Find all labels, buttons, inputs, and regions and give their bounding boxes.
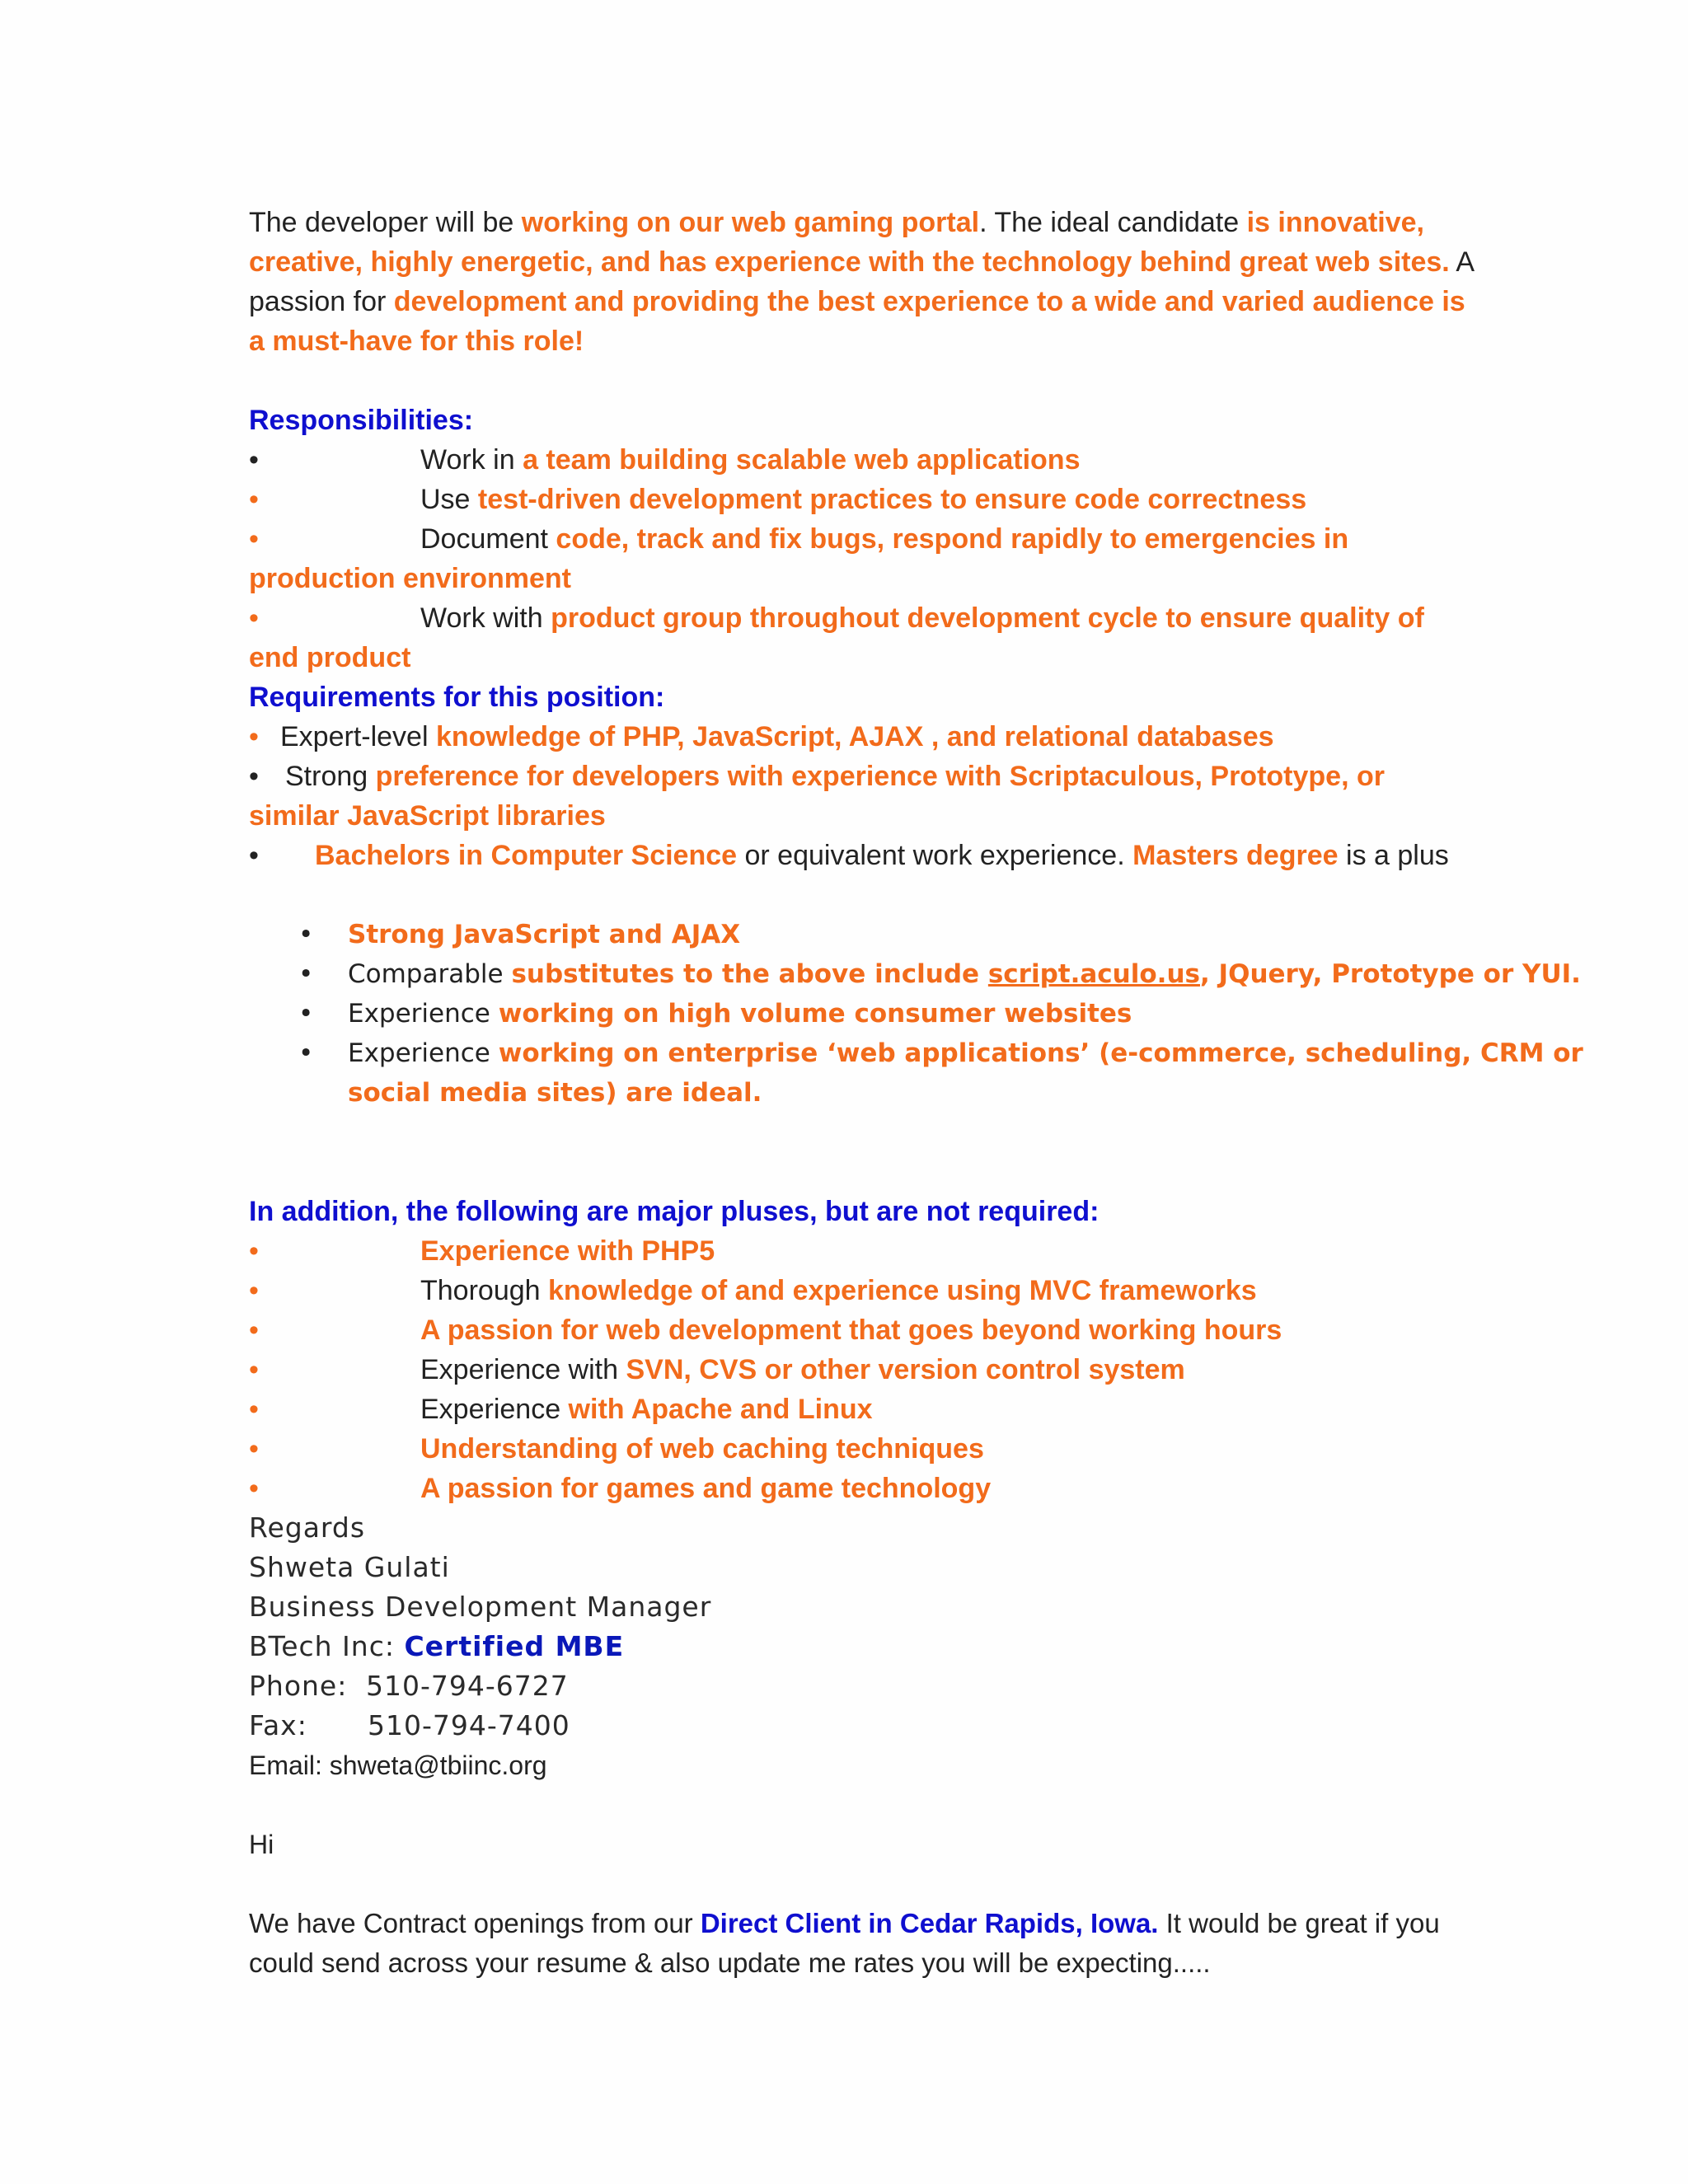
bullet-icon: • [249,1394,259,1425]
intro-line-1 [249,203,1424,242]
bullet-icon: • [298,999,314,1029]
requirement-plain: is a plus [1338,840,1449,871]
responsibility-highlight: a team building scalable web applications [523,444,1081,476]
responsibility-plain: Document [420,523,556,555]
requirements-heading: Requirements for this position: [249,682,665,713]
bullet-icon: • [249,444,259,476]
requirement-plain: Strong [285,761,376,792]
greeting: Hi [249,1830,274,1859]
closing-line-1 [249,1904,1440,1943]
plus-highlight: Understanding of web caching techniques [420,1433,984,1465]
plus-highlight: with Apache and Linux [568,1394,873,1425]
bullet-icon: • [249,721,259,752]
bullet-icon: • [249,1433,259,1465]
requirement-text [280,717,1274,757]
skill-highlight: , JQuery, Prototype or YUI. [1199,959,1581,989]
intro-highlight: development and providing the best experience to a wide and varied audience is [393,286,1465,317]
company-name: BTech Inc: [249,1630,405,1662]
responsibility-plain: Work in [420,444,523,476]
intro-line-3 [249,282,1465,321]
plus-text [420,1350,1185,1390]
plus-highlight: SVN, CVS or other version control system [626,1354,1185,1385]
plus-text [420,1271,1257,1310]
bullet-icon: • [249,761,259,792]
responsibility-plain: Work with [420,602,551,634]
plus-highlight: knowledge of and experience using MVC frameworks [548,1275,1257,1306]
skill-plain: Comparable [348,959,512,989]
signature-company [249,1627,624,1666]
fax-label: Fax: [249,1709,307,1741]
bullet-icon: • [249,1275,259,1306]
skill-highlight: substitutes to the above include [511,959,988,989]
skill-continuation: social media sites) are ideal. [348,1078,762,1108]
responsibility-text [420,480,1306,519]
skill-plain: Experience [348,1038,499,1068]
intro-line-2 [249,242,1475,282]
responsibility-highlight: code, track and fix bugs, respond rapidly to emergencies in [556,523,1349,555]
bullet-icon: • [249,1473,259,1504]
intro-highlight: creative, highly energetic, and has experience with the technology behind great web sites. [249,246,1450,278]
scriptaculous-link[interactable]: script.aculo.us [987,959,1200,989]
plus-highlight: A passion for games and game technology [420,1473,992,1504]
bullet-icon: • [298,959,314,989]
fax-value: 510-794-7400 [368,1709,570,1741]
intro-text: . The ideal candidate [979,207,1247,238]
client-location: Direct Client in Cedar Rapids, Iowa. [700,1908,1159,1938]
requirement-highlight: preference for developers with experience with Scriptaculous, Prototype, or [375,761,1385,792]
skill-text [348,1033,1583,1073]
bullet-icon: • [249,1354,259,1385]
phone-value: 510-794-6727 [366,1670,569,1702]
intro-highlight: is innovative, [1246,207,1424,238]
skill-text [348,994,1132,1033]
skill-text [348,954,1581,994]
signature-email: Email: shweta@tbiinc.org [249,1750,547,1780]
intro-text: passion for [249,286,394,317]
plus-plain: Experience with [420,1354,626,1385]
bullet-icon: • [249,484,259,515]
bullet-icon: • [298,1038,314,1068]
requirement-highlight: Masters degree [1132,840,1339,871]
plus-text [420,1390,873,1429]
responsibility-highlight: test-driven development practices to ensure code correctness [477,484,1307,515]
signature-fax [249,1706,1452,1746]
requirement-plain: or equivalent work experience. [737,840,1133,871]
requirement-highlight: Bachelors in Computer Science [315,840,738,871]
plus-plain: Experience [420,1394,569,1425]
bullet-icon: • [249,523,259,555]
intro-text: A [1449,246,1475,278]
bullet-icon: • [249,1235,259,1267]
responsibility-continuation: production environment [249,563,571,594]
closing-text: We have Contract openings from our [249,1908,701,1938]
closing-line-2: could send across your resume & also update me rates you will be expecting..... [249,1947,1211,1978]
closing-text: It would be great if you [1158,1908,1440,1938]
skill-plain: Experience [348,999,499,1029]
intro-line-4: a must-have for this role! [249,326,584,357]
phone-label: Phone: [249,1670,348,1702]
responsibility-text [420,519,1348,559]
responsibility-highlight: product group throughout development cycle to ensure quality of [551,602,1424,634]
responsibility-text [420,598,1424,638]
responsibility-continuation: end product [249,642,411,673]
requirement-continuation: similar JavaScript libraries [249,800,606,832]
bullet-icon: • [249,1315,259,1346]
skill-highlight: working on high volume consumer websites [498,999,1132,1029]
signature-title: Business Development Manager [249,1591,712,1623]
skill-highlight: working on enterprise ‘web applications’ (e-commerce, scheduling, CRM or [498,1038,1583,1068]
skill-highlight: Strong JavaScript and AJAX [348,920,741,949]
plus-plain: Thorough [420,1275,548,1306]
requirement-text [285,757,1385,796]
requirement-text [315,836,1449,875]
signature-phone [249,1666,1452,1706]
responsibilities-heading: Responsibilities: [249,405,474,436]
plus-highlight: Experience with PHP5 [420,1235,715,1267]
bullet-icon: • [249,840,259,871]
certification-badge: Certified MBE [404,1630,625,1662]
pluses-heading: In addition, the following are major pluses, but are not required: [249,1196,1100,1227]
requirement-highlight: knowledge of PHP, JavaScript, AJAX , and relational databases [435,721,1274,752]
intro-highlight: working on our web gaming portal [521,207,980,238]
bullet-icon: • [298,920,314,949]
signature-regards: Regards [249,1511,366,1544]
bullet-icon: • [249,602,259,634]
signature-name: Shweta Gulati [249,1551,450,1583]
requirement-plain: Expert-level [280,721,436,752]
intro-text: The developer will be [249,207,522,238]
responsibility-text [420,440,1080,480]
responsibility-plain: Use [420,484,478,515]
plus-highlight: A passion for web development that goes beyond working hours [420,1315,1282,1346]
